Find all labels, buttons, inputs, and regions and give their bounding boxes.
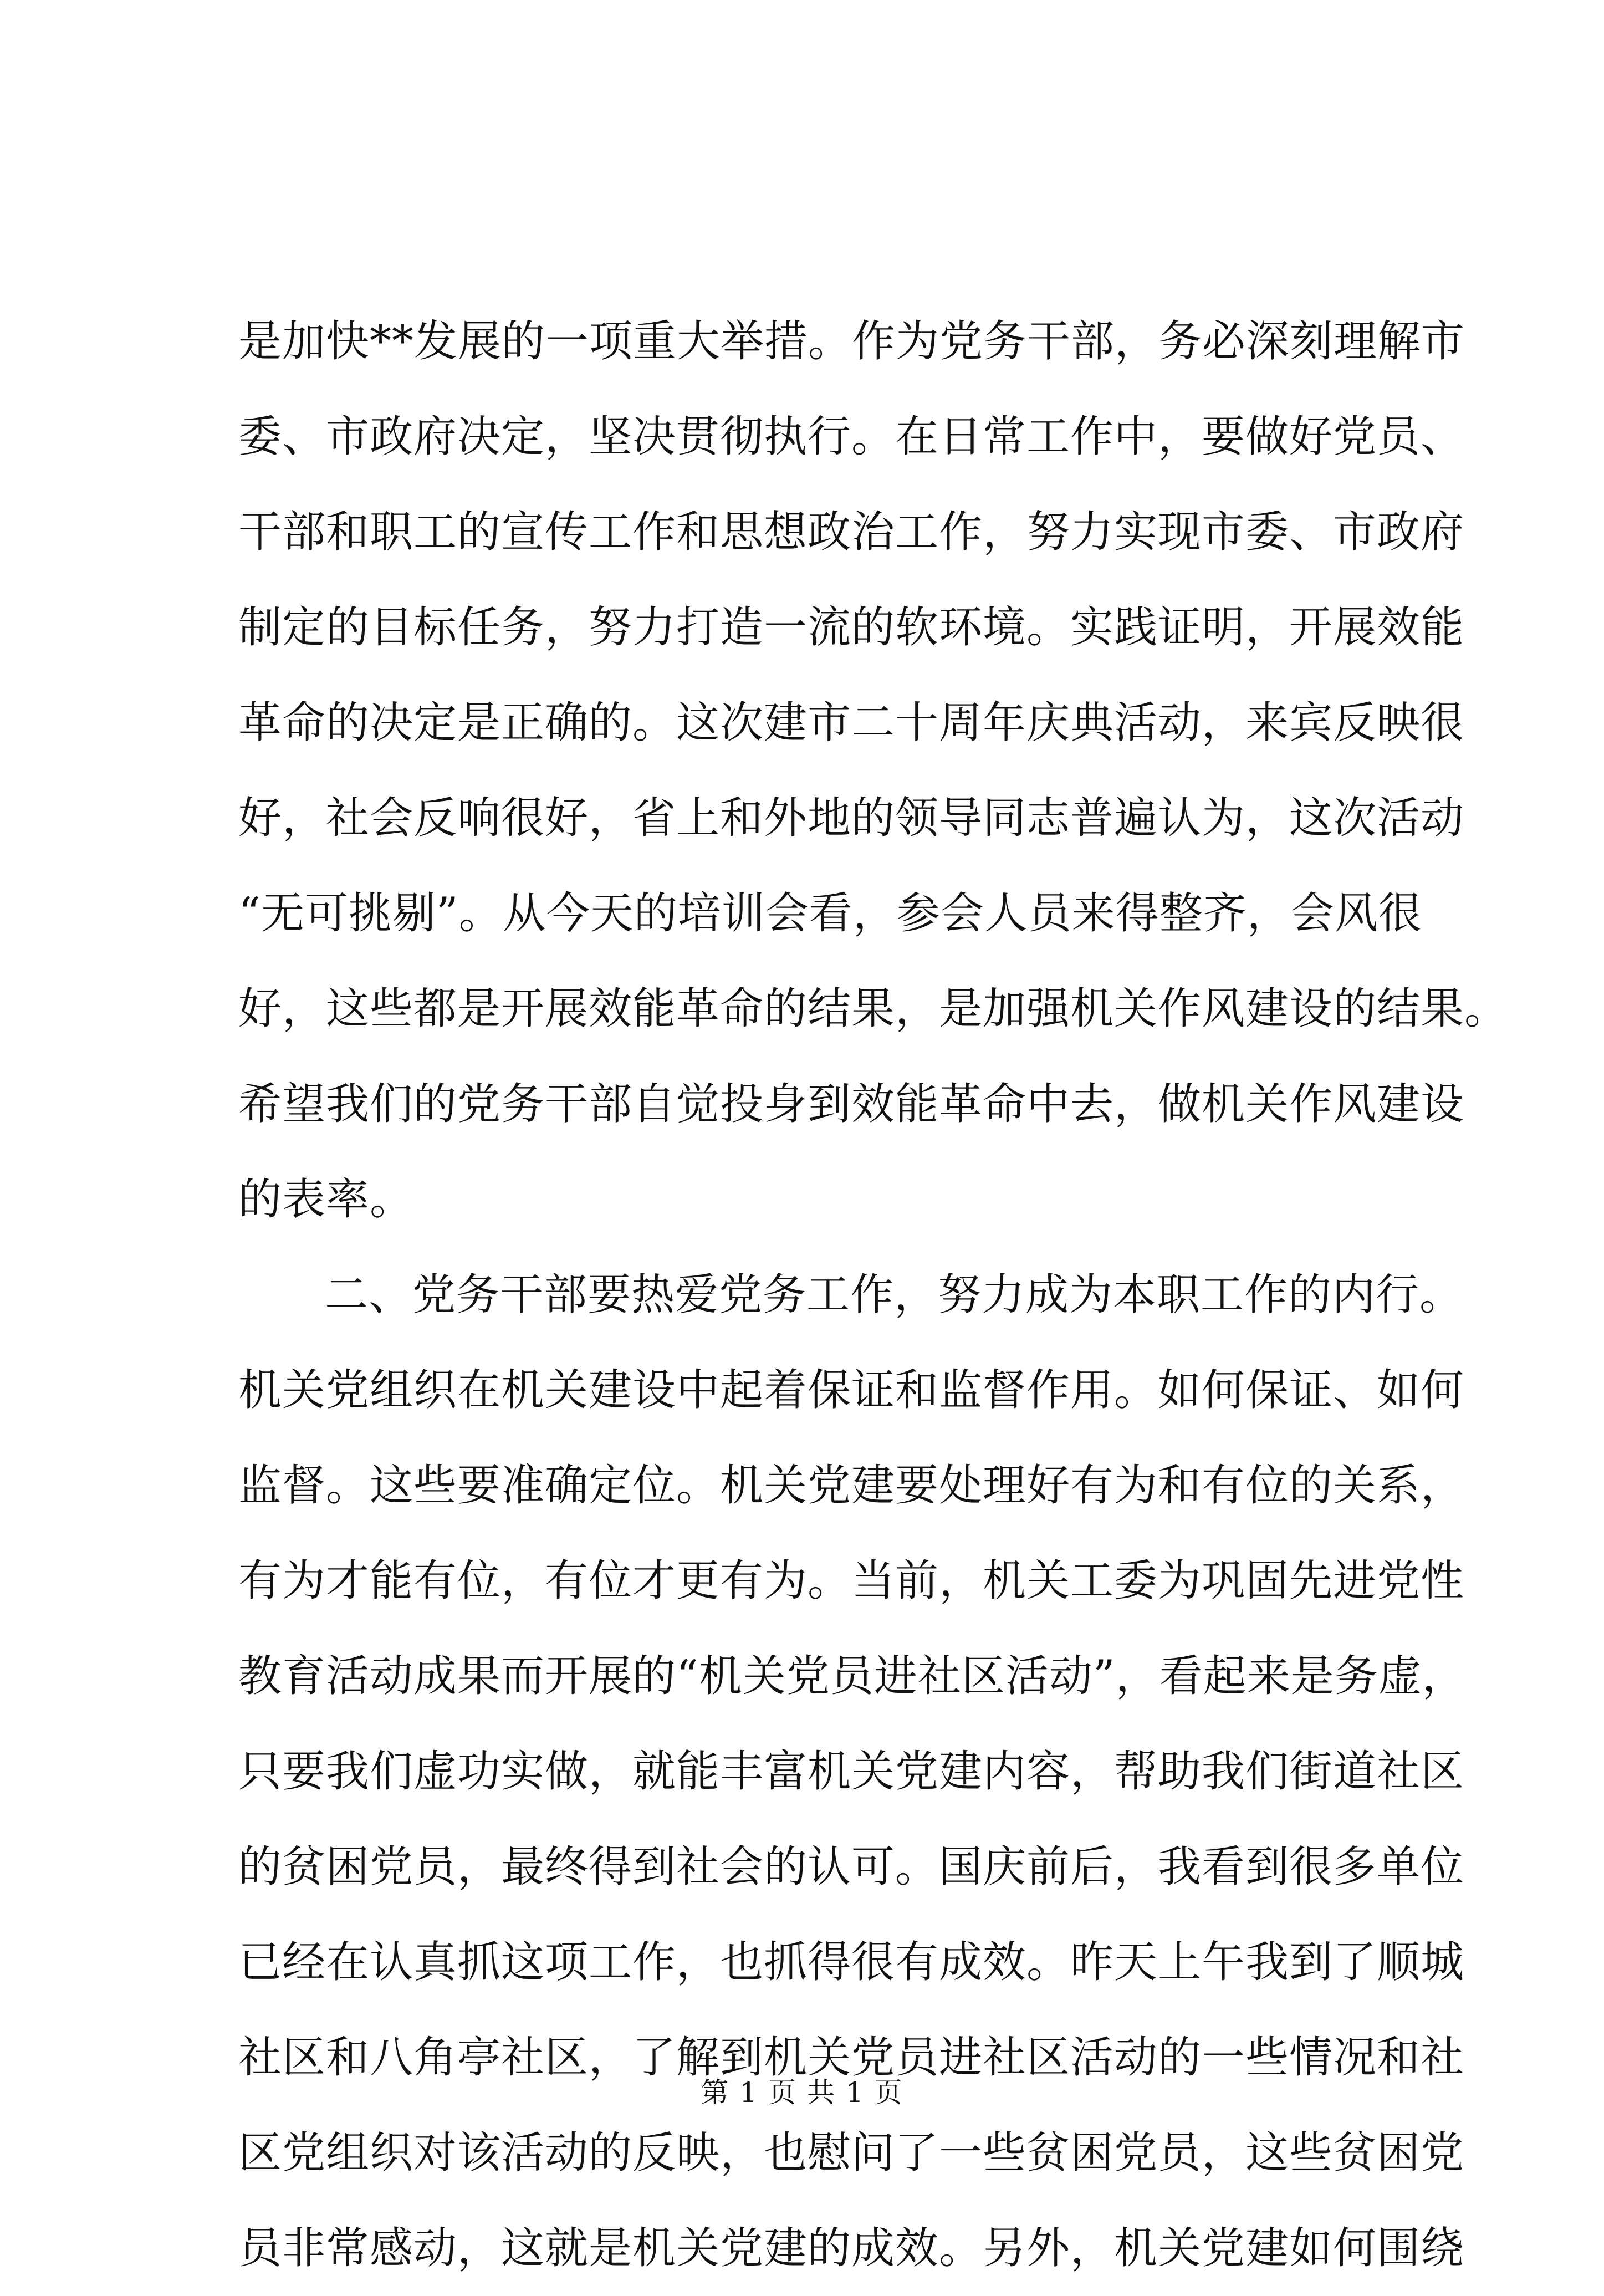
paragraph-2-line: 只要我们虚功实做，就能丰富机关党建内容，帮助我们街道社区 bbox=[238, 1747, 1465, 1797]
paragraph-2-line: 的贫困党员，最终得到社会的认可。国庆前后，我看到很多单位 bbox=[238, 1842, 1465, 1892]
paragraph-1-line: 制定的目标任务，努力打造一流的软环境。实践证明，开展效能 bbox=[238, 603, 1465, 652]
paragraph-1-line: 希望我们的党务干部自觉投身到效能革命中去，做机关作风建设 bbox=[238, 1079, 1465, 1129]
paragraph-2-line: 已经在认真抓这项工作，也抓得很有成效。昨天上午我到了顺城 bbox=[238, 1937, 1465, 1987]
paragraph-2-line: 有为才能有位，有位才更有为。当前，机关工委为巩固先进党性 bbox=[238, 1556, 1465, 1606]
paragraph-1-line: 委、市政府决定，坚决贯彻执行。在日常工作中，要做好党员、 bbox=[238, 412, 1465, 462]
paragraph-2-line: 机关党组织在机关建设中起着保证和监督作用。如何保证、如何 bbox=[238, 1365, 1465, 1415]
paragraph-2-line: 教育活动成果而开展的“机关党员进社区活动”，看起来是务虚， bbox=[238, 1651, 1466, 1701]
page-number-footer: 第 1 页 共 1 页 bbox=[701, 2076, 903, 2109]
paragraph-1-line: “无可挑剔”。从今天的培训会看，参会人员来得整齐，会风很 bbox=[238, 889, 1422, 938]
paragraph-2-heading-line: 二、党务干部要热爱党务工作，努力成为本职工作的内行。 bbox=[325, 1270, 1464, 1320]
paragraph-2-line: 监督。这些要准确定位。机关党建要处理好有为和有位的关系， bbox=[238, 1461, 1465, 1511]
paragraph-1-line: 好，这些都是开展效能革命的结果，是加强机关作风建设的结果。 bbox=[238, 984, 1509, 1034]
paragraph-2-line: 员非常感动，这就是机关党建的成效。另外，机关党建如何围绕 bbox=[238, 2223, 1465, 2273]
paragraph-2-line: 社区和八角亭社区，了解到机关党员进社区活动的一些情况和社 bbox=[238, 2033, 1465, 2083]
paragraph-1-line: 干部和职工的宣传工作和思想政治工作，努力实现市委、市政府 bbox=[238, 507, 1465, 557]
paragraph-2-line: 区党组织对该活动的反映，也慰问了一些贫困党员，这些贫困党 bbox=[238, 2128, 1465, 2178]
paragraph-1-last-line: 的表率。 bbox=[238, 1175, 414, 1224]
paragraph-1-line: 是加快**发展的一项重大举措。作为党务干部，务必深刻理解市 bbox=[238, 317, 1465, 366]
body-text bbox=[238, 294, 1509, 2296]
paragraph-1-line: 好，社会反响很好，省上和外地的领导同志普遍认为，这次活动 bbox=[238, 793, 1465, 843]
paragraph-1-line: 革命的决定是正确的。这次建市二十周年庆典活动，来宾反映很 bbox=[238, 698, 1465, 748]
